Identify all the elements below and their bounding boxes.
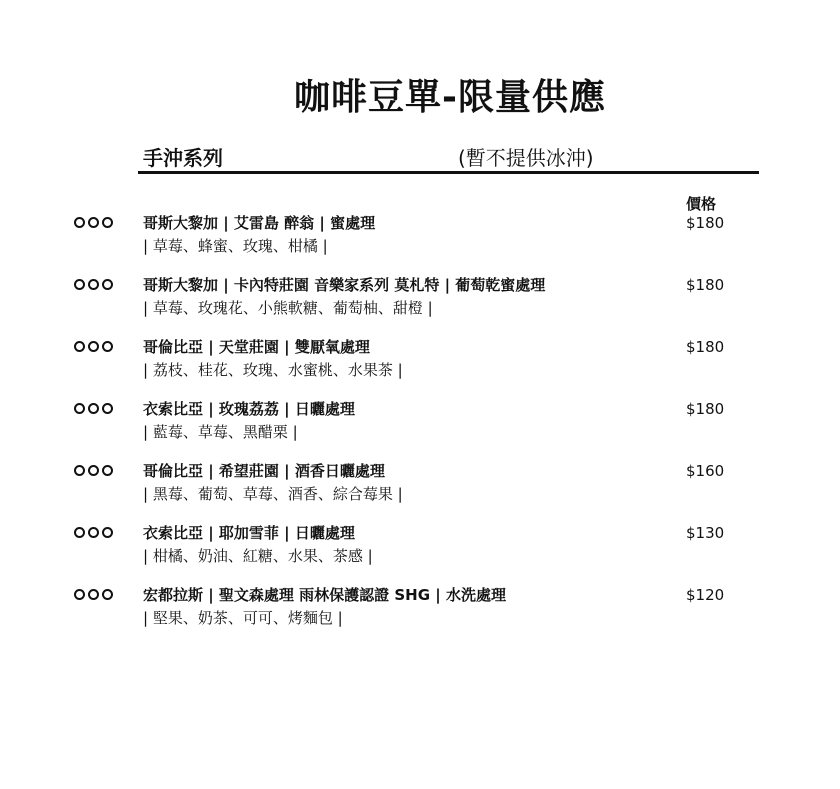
circle-icon bbox=[74, 341, 85, 352]
bean-price: $160 bbox=[686, 462, 725, 480]
circle-icon bbox=[102, 527, 113, 538]
circle-icon bbox=[102, 403, 113, 414]
flavor-notes: | 草莓、玫瑰花、小熊軟糖、葡萄柚、甜橙 | bbox=[143, 299, 433, 317]
rating-circles bbox=[74, 589, 113, 600]
circle-icon bbox=[88, 589, 99, 600]
flavor-notes: | 黑莓、葡萄、草莓、酒香、綜合莓果 | bbox=[143, 485, 403, 503]
flavor-notes: | 柑橘、奶油、紅糖、水果、茶感 | bbox=[143, 547, 373, 565]
circle-icon bbox=[74, 527, 85, 538]
section-divider bbox=[138, 171, 759, 174]
bean-price: $180 bbox=[686, 338, 725, 356]
rating-circles bbox=[74, 527, 113, 538]
circle-icon bbox=[88, 465, 99, 476]
bean-price: $180 bbox=[686, 214, 725, 232]
flavor-notes: | 藍莓、草莓、黑醋栗 | bbox=[143, 423, 298, 441]
flavor-notes: | 草莓、蜂蜜、玫瑰、柑橘 | bbox=[143, 237, 328, 255]
section-note: (暫不提供冰沖) bbox=[458, 146, 594, 170]
flavor-notes: | 堅果、奶茶、可可、烤麵包 | bbox=[143, 609, 343, 627]
list-item bbox=[0, 210, 840, 262]
rating-circles bbox=[74, 403, 113, 414]
circle-icon bbox=[88, 341, 99, 352]
rating-circles bbox=[74, 465, 113, 476]
bean-price: $130 bbox=[686, 524, 725, 542]
bean-name: 衣索比亞 | 玫瑰荔荔 | 日曬處理 bbox=[143, 400, 355, 418]
section-title: 手沖系列 bbox=[143, 146, 223, 170]
bean-name: 哥倫比亞 | 希望莊園 | 酒香日曬處理 bbox=[143, 462, 385, 480]
circle-icon bbox=[74, 403, 85, 414]
bean-name: 哥倫比亞 | 天堂莊園 | 雙厭氧處理 bbox=[143, 338, 370, 356]
page-title: 咖啡豆單-限量供應 bbox=[294, 77, 606, 118]
circle-icon bbox=[102, 217, 113, 228]
bean-price: $120 bbox=[686, 586, 725, 604]
price-column-header: 價格 bbox=[686, 195, 717, 213]
circle-icon bbox=[74, 279, 85, 290]
circle-icon bbox=[88, 403, 99, 414]
circle-icon bbox=[102, 279, 113, 290]
flavor-notes: | 荔枝、桂花、玫瑰、水蜜桃、水果茶 | bbox=[143, 361, 403, 379]
rating-circles bbox=[74, 279, 113, 290]
circle-icon bbox=[102, 465, 113, 476]
bean-price: $180 bbox=[686, 400, 725, 418]
bean-name: 哥斯大黎加 | 卡內特莊園 音樂家系列 莫札特 | 葡萄乾蜜處理 bbox=[143, 276, 546, 294]
list-item bbox=[0, 334, 840, 386]
list-item bbox=[0, 272, 840, 324]
circle-icon bbox=[74, 589, 85, 600]
list-item bbox=[0, 396, 840, 448]
circle-icon bbox=[88, 527, 99, 538]
list-item bbox=[0, 520, 840, 572]
circle-icon bbox=[102, 589, 113, 600]
circle-icon bbox=[88, 279, 99, 290]
bean-name: 哥斯大黎加 | 艾雷島 醉翁 | 蜜處理 bbox=[143, 214, 376, 232]
bean-price: $180 bbox=[686, 276, 725, 294]
bean-name: 衣索比亞 | 耶加雪菲 | 日曬處理 bbox=[143, 524, 355, 542]
list-item bbox=[0, 582, 840, 634]
rating-circles bbox=[74, 341, 113, 352]
circle-icon bbox=[88, 217, 99, 228]
rating-circles bbox=[74, 217, 113, 228]
list-item bbox=[0, 458, 840, 510]
bean-name: 宏都拉斯 | 聖文森處理 雨林保護認證 SHG | 水洗處理 bbox=[143, 586, 506, 604]
circle-icon bbox=[74, 217, 85, 228]
circle-icon bbox=[102, 341, 113, 352]
circle-icon bbox=[74, 465, 85, 476]
